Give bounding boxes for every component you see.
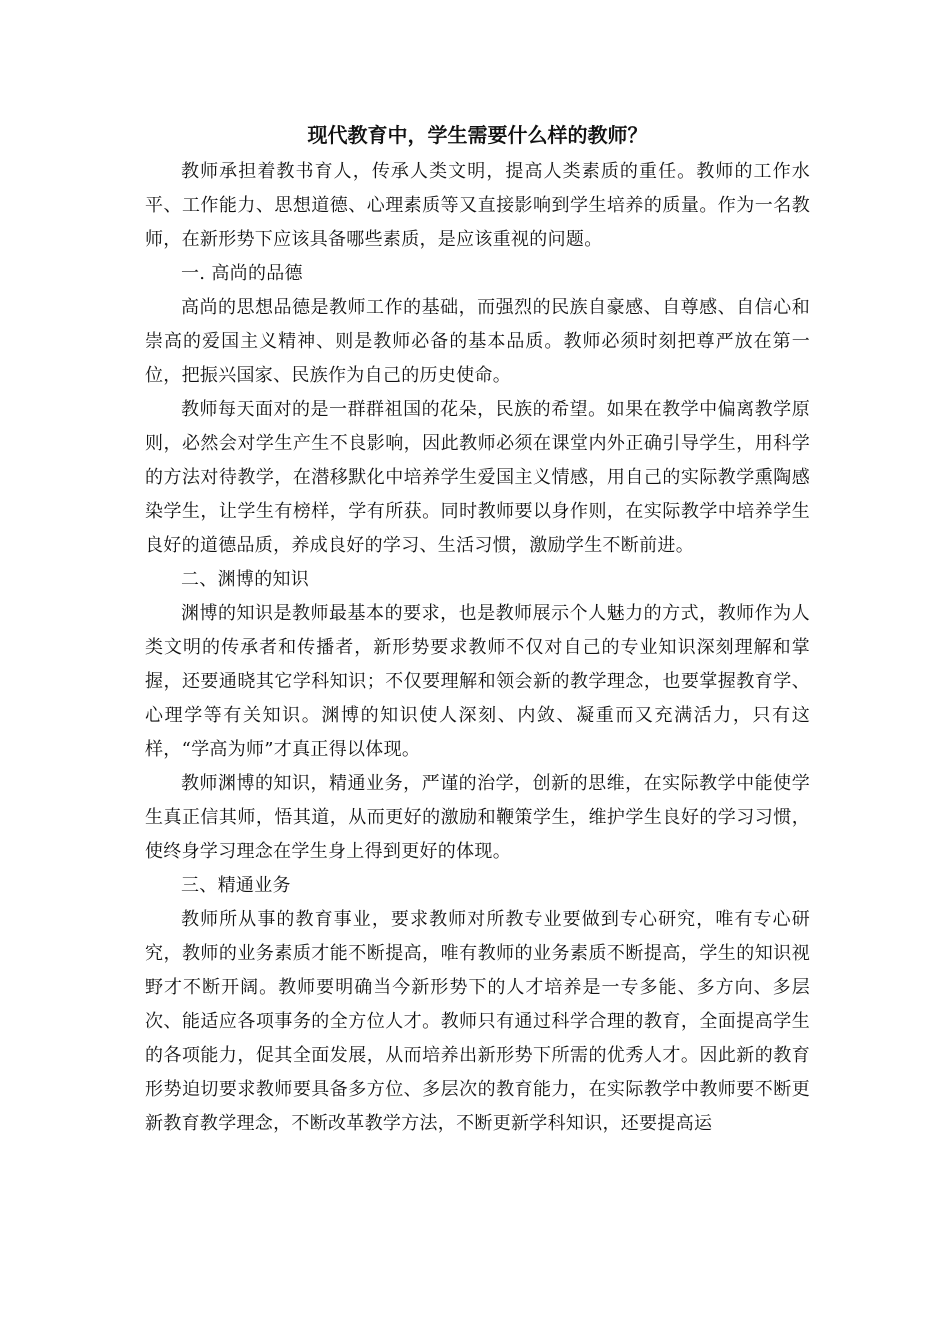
- paragraph-1a: 高尚的思想品德是教师工作的基础，而强烈的民族自豪感、自尊感、自信心和崇高的爱国主义精神、则是教师必备的基本品质。教师必须时刻把尊严放在第一位，把振兴国家、民族作为自己的历史使命。: [145, 297, 810, 386]
- paragraph-2b: 教师渊博的知识，精通业务，严谨的治学，创新的思维，在实际教学中能使学生真正信其师，悟其道，从而更好的激励和鞭策学生，维护学生良好的学习习惯，使终身学习理念在学生身上得到更好的体现。: [145, 773, 810, 862]
- paragraph-3a: 教师所从事的教育事业，要求教师对所教专业要做到专心研究，唯有专心研究，教师的业务素质才能不断提高，唯有教师的业务素质不断提高，学生的知识视野才不断开阔。教师要明确当今新形势下的人才培养是一专多能、多方向、多层次、能适应各项事务的全方位人才。教师只有通过科学合理的教育，全面提高学生的各项能力，促其全面发展，从而培养出新形势下所需的优秀人才。因此新的教育形势迫切要求教师要具备多方位、多层次的教育能力，在实际教学中教师要不断更新教育教学理念，不断改革教学方法，不断更新学科知识，还要提高运: [145, 909, 810, 1134]
- paragraph-2a: 渊博的知识是教师最基本的要求，也是教师展示个人魅力的方式，教师作为人类文明的传承者和传播者，新形势要求教师不仅对自己的专业知识深刻理解和掌握，还要通晓其它学科知识；不仅要理解和领会新的教学理念，也要掌握教育学、心理学等有关知识。渊博的知识使人深刻、内敛、凝重而又充满活力，只有这样，“学高为师”才真正得以体现。: [145, 603, 810, 760]
- section-heading-3: 三、精通业务: [181, 875, 291, 896]
- document-body: [145, 119, 810, 1141]
- paragraph-intro: 教师承担着教书育人，传承人类文明，提高人类素质的重任。教师的工作水平、工作能力、思想道德、心理素质等又直接影响到学生培养的质量。作为一名教师，在新形势下应该具备哪些素质，是应该重视的问题。: [145, 161, 810, 250]
- section-heading-1: 一. 高尚的品德: [181, 263, 303, 284]
- paragraph-1b: 教师每天面对的是一群群祖国的花朵，民族的希望。如果在教学中偏离教学原则，必然会对学生产生不良影响，因此教师必须在课堂内外正确引导学生，用科学的方法对待教学，在潜移默化中培养学生爱国主义情感，用自己的实际教学熏陶感染学生，让学生有榜样，学有所获。同时教师要以身作则，在实际教学中培养学生良好的道德品质，养成良好的学习、生活习惯，激励学生不断前进。: [145, 399, 810, 556]
- document-title: 现代教育中，学生需要什么样的教师？: [307, 123, 648, 147]
- section-heading-2: 二、渊博的知识: [181, 569, 310, 590]
